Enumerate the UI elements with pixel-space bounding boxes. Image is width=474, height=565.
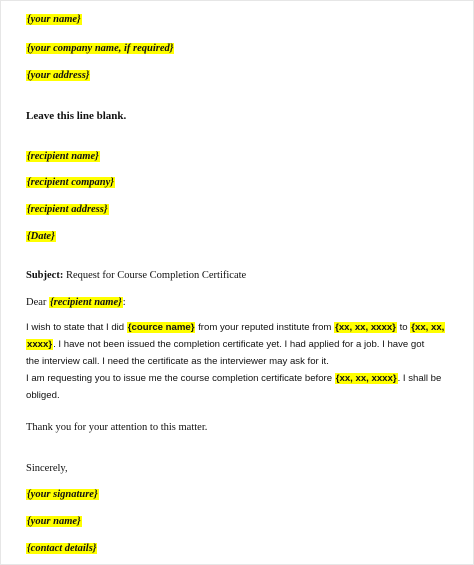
paragraph2-line2: obliged. [26, 390, 60, 401]
sender-address: {your address} [27, 70, 90, 81]
signature-placeholder: {your signature} [27, 489, 98, 500]
subject-label: Subject: [26, 270, 64, 281]
sender-company: {your company name, if required} [27, 43, 174, 54]
paragraph-request [26, 370, 458, 404]
sender-name: {your name} [27, 14, 81, 25]
date-to-placeholder: {xx, xx, [411, 322, 445, 333]
salutation: Dear {recipient name}: [26, 297, 126, 308]
letter-date: {Date} [27, 231, 55, 242]
paragraph1-line3: the interview call. I need the certificate as the interviewer may ask for it. [26, 356, 329, 367]
blank-line-note: Leave this line blank. [26, 110, 127, 122]
closing-name-placeholder: {your name} [27, 516, 81, 527]
paragraph-course-details [26, 319, 458, 370]
thanks-line: Thank you for your attention to this matter. [26, 422, 208, 433]
deadline-date-placeholder: {xx, xx, xxxx} [335, 373, 397, 384]
paragraph2-line1: I am requesting you to issue me the course completion certificate before {xx, xx, xxxx}. I shall be [26, 373, 442, 384]
recipient-company: {recipient company} [27, 177, 114, 188]
closing-line: Sincerely, [26, 463, 68, 474]
recipient-name: {recipient name} [27, 151, 99, 162]
recipient-address: {recipient address} [27, 204, 108, 215]
subject-line [26, 269, 246, 283]
course-name-placeholder: {cource name} [127, 322, 195, 333]
paragraph1-line1: I wish to state that I did {cource name} from your reputed institute from {xx, xx, xxxx} to {xx, xx, [26, 322, 445, 333]
subject-text: Request for Course Completion Certificate [63, 270, 247, 281]
contact-details-placeholder: {contact details} [27, 543, 97, 554]
salutation-name: {recipient name} [50, 297, 122, 308]
paragraph1-line2: xxxx}. I have not been issued the completion certificate yet. I had applied for a job. I have got [27, 339, 425, 350]
date-from-placeholder: {xx, xx, xxxx} [335, 322, 396, 333]
